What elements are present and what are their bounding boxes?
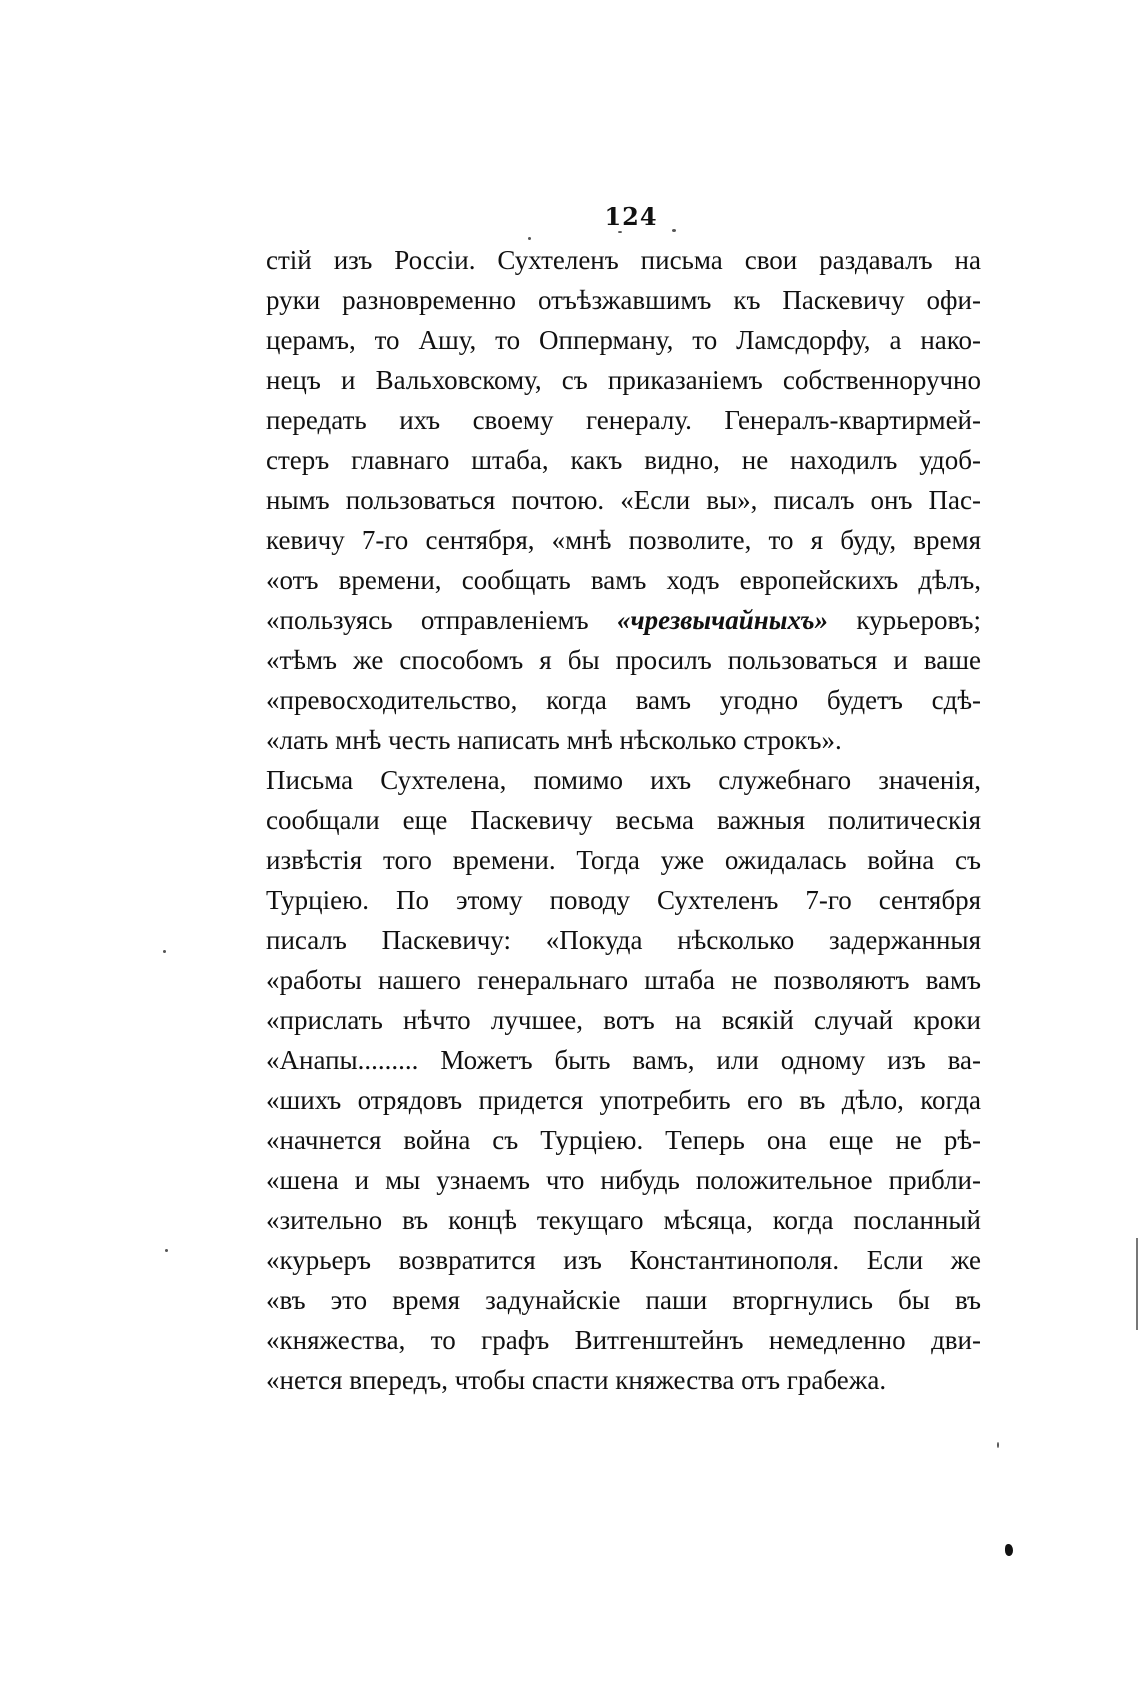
text-line: нымъ пользоваться почтою. «Если вы», писалъ онъ Пас- <box>266 485 981 515</box>
text-line: «княжества, то графъ Витгенштейнъ немедленно дви- <box>266 1325 981 1355</box>
text-line: «тѣмъ же способомъ я бы просилъ пользоваться и ваше <box>266 645 981 675</box>
text-line: кевичу 7-го сентября, «мнѣ позволите, то я буду, время <box>266 525 981 555</box>
emphasized-word: «чрезвычайныхъ» <box>616 605 829 635</box>
text-line: писалъ Паскевичу: «Покуда нѣсколько задержанныя <box>266 925 981 955</box>
text-line: «начнется война съ Турціею. Теперь она еще не рѣ- <box>266 1125 981 1155</box>
text-line: «отъ времени, сообщать вамъ ходъ европейскихъ дѣлъ, <box>266 565 981 595</box>
text-line-emphasis <box>266 600 981 640</box>
text-line: Письма Сухтелена, помимо ихъ служебнаго значенія, <box>266 765 981 795</box>
scan-speck <box>997 1442 999 1448</box>
page-number: 124 <box>604 202 658 231</box>
line-end: курьеровъ; <box>828 605 981 635</box>
text-line: нецъ и Вальховскому, съ приказаніемъ собственноручно <box>266 365 981 395</box>
body-text <box>266 240 981 1400</box>
scan-speck <box>165 1249 168 1252</box>
text-line: передать ихъ своему генералу. Генералъ-квартирмей- <box>266 405 981 435</box>
text-line: сообщали еще Паскевичу весьма важныя политическія <box>266 805 981 835</box>
text-line: «въ это время задунайскіе паши вторгнулись бы въ <box>266 1285 981 1315</box>
text-line: «превосходительство, когда вамъ угодно будетъ сдѣ- <box>266 685 981 715</box>
text-line: «шена и мы узнаемъ что нибудь положительное прибли- <box>266 1165 981 1195</box>
text-line: Турціею. По этому поводу Сухтеленъ 7-го сентября <box>266 885 981 915</box>
scan-speck <box>163 950 166 953</box>
scan-speck <box>672 229 676 232</box>
text-line: стій изъ Россіи. Сухтеленъ письма свои раздавалъ на <box>266 245 981 275</box>
scan-edge-mark <box>1136 1238 1138 1330</box>
text-line: «работы нашего генеральнаго штаба не позволяютъ вамъ <box>266 965 981 995</box>
text-line: «зительно въ концѣ текущаго мѣсяца, когда посланный <box>266 1205 981 1235</box>
scan-speck <box>618 231 622 233</box>
text-line: «нется впередъ, чтобы спасти княжества отъ грабежа. <box>266 1365 887 1395</box>
scan-speck <box>528 237 531 240</box>
text-line: церамъ, то Ашу, то Опперману, то Ламсдорфу, а нако- <box>266 325 981 355</box>
text-line: «прислать нѣчто лучшее, вотъ на всякій случай кроки <box>266 1005 981 1035</box>
text-line: стеръ главнаго штаба, какъ видно, не находилъ удоб- <box>266 445 981 475</box>
text-line: извѣстія того времени. Тогда уже ожидалась война съ <box>266 845 981 875</box>
text-line: «курьеръ возвратится изъ Константинополя. Если же <box>266 1245 981 1275</box>
scan-speck <box>1005 1544 1013 1556</box>
text-line: «шихъ отрядовъ придется употребить его въ дѣло, когда <box>266 1085 981 1115</box>
line-start: «пользуясь отправленіемъ <box>266 605 617 635</box>
text-line: «Анапы......... Можетъ быть вамъ, или одному изъ ва- <box>266 1045 981 1075</box>
text-line: руки разновременно отъѣзжавшимъ къ Паскевичу офи- <box>266 285 981 315</box>
text-line: «лать мнѣ честь написать мнѣ нѣсколько строкъ». <box>266 725 842 755</box>
